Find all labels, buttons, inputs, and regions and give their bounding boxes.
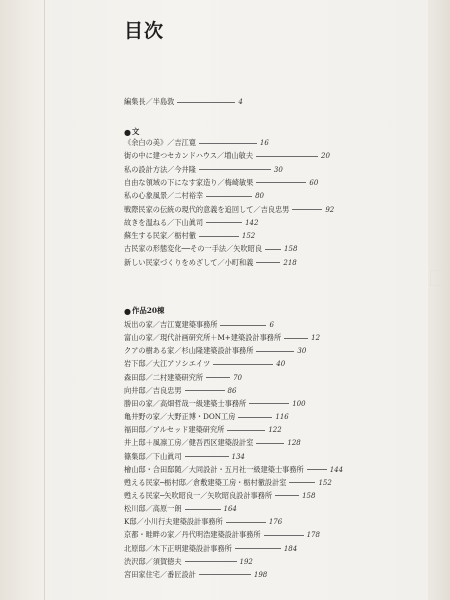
section-label: 文 <box>131 127 140 136</box>
toc-entry-page: 30 <box>297 347 307 356</box>
leader-line <box>264 535 304 536</box>
toc-entry <box>124 543 297 555</box>
toc-entry-title: 街の中に建つセカンドハウス／増山敏夫 <box>124 151 254 161</box>
leader-line <box>185 390 225 391</box>
leader-line <box>199 169 271 170</box>
section-heading-works <box>124 305 164 317</box>
leader-line <box>256 443 284 444</box>
toc-entry-title: 自由な領域の下になす家造り／梅崎敏果 <box>124 177 254 187</box>
toc-entry <box>124 464 343 476</box>
toc-entry-title: 《余白の美》／吉江寛 <box>124 138 196 147</box>
toc-entry-page: 198 <box>253 570 268 579</box>
toc-entry-page: 116 <box>275 413 289 422</box>
toc-entry-page: 16 <box>259 139 269 147</box>
leader-line <box>307 469 327 470</box>
toc-entry-page: 218 <box>283 258 297 267</box>
toc-entry-title: 宮田家住宅／番匠設計 <box>124 569 196 579</box>
toc-entry-title: 北原邸／木下正明建築設計事務所 <box>124 543 232 553</box>
toc-entry-page: 164 <box>223 505 237 514</box>
toc-entry <box>124 243 297 255</box>
toc-entry <box>124 477 332 489</box>
editor-page: 4 <box>238 98 243 106</box>
leader-line <box>206 196 252 197</box>
toc-entry-page: 70 <box>233 373 242 382</box>
toc-entry-page: 152 <box>318 478 332 487</box>
leader-line <box>249 403 289 404</box>
toc-entry-title: 京都・畦畔の家／丹代明浩建築設計事務所 <box>124 530 261 540</box>
binding-fold-line <box>44 0 45 600</box>
leader-line <box>256 351 294 352</box>
toc-entry-title: 井上邸＋風凛工房／健吾西区建築設計室 <box>124 438 254 448</box>
toc-entry <box>124 516 282 528</box>
toc-entry-title: 勝田の家／高畑哲哉一級建築士事務所 <box>124 398 247 408</box>
leader-line <box>206 377 230 378</box>
leader-line <box>265 249 281 250</box>
leader-line <box>185 561 237 562</box>
page-right-edge <box>428 0 450 600</box>
toc-entry <box>124 372 242 384</box>
toc-entry <box>124 257 297 269</box>
bullet-icon: ● <box>124 306 131 316</box>
toc-entry <box>124 398 306 410</box>
toc-entry <box>124 164 283 176</box>
toc-entry-page: 122 <box>268 426 282 435</box>
toc-entry-title: 甦える民家─矢吹昭良一／矢吹昭良設計事務所 <box>124 490 273 500</box>
toc-entry-title: 故きを温ねる／下山眞司 <box>124 217 204 227</box>
leader-line <box>238 417 272 418</box>
leader-line <box>292 209 322 210</box>
toc-entry-page: 158 <box>284 245 298 254</box>
leader-line <box>220 325 266 326</box>
toc-entry-page: 6 <box>269 321 274 329</box>
toc-entry <box>124 411 289 423</box>
toc-entry-title: 私の心象風景／二村裕幸 <box>124 191 204 201</box>
toc-entry-title: 富山の家／現代計画研究所＋M+建築設計事務所 <box>124 333 282 343</box>
toc-entry-page: 30 <box>273 165 283 174</box>
toc-entry <box>124 556 253 568</box>
toc-entry-title: 新しい民家づくりをめざして／小町和義 <box>124 257 254 267</box>
toc-entry-page: 60 <box>309 178 319 187</box>
toc-entry <box>124 332 320 344</box>
leader-line <box>289 482 315 483</box>
toc-entry-page: 178 <box>306 531 320 540</box>
leader-line <box>284 338 308 339</box>
leader-line <box>275 495 299 496</box>
toc-entry <box>124 177 318 189</box>
toc-entry-title: 福田邸／アルセッド建築研究所 <box>124 425 225 435</box>
toc-entry <box>124 204 334 216</box>
toc-entry <box>124 569 267 581</box>
toc-entry <box>124 137 269 149</box>
toc-entry-page: 158 <box>302 491 316 500</box>
toc-entry <box>124 190 264 202</box>
leader-line <box>213 364 273 365</box>
toc-entry-title: 古民家の形態変化──その一手法／矢吹昭良 <box>124 244 263 254</box>
toc-entry-page: 176 <box>268 518 283 527</box>
toc-entry <box>124 217 258 229</box>
toc-entry-title: 亀井野の家／大野正博・DON工房 <box>124 412 236 422</box>
leader-line <box>185 509 221 510</box>
toc-entry-page: 80 <box>255 192 264 201</box>
leader-line <box>235 548 281 549</box>
toc-entry-title: 森田邸／二村建築研究所 <box>124 372 204 382</box>
toc-entry <box>124 451 245 463</box>
toc-entry-title: クアの樹ある家／杉山隆建築設計事務所 <box>124 346 254 356</box>
toc-entry-title: 岩下邸／大江アソシエイツ <box>124 359 211 369</box>
toc-entry <box>124 345 306 357</box>
toc-entry-title: K邸／小川行夫建築設計事務所 <box>124 517 223 527</box>
toc-entry-title: 甦える民家─栃村邸／倉敷建築工房・栃村徹設計室 <box>124 477 287 487</box>
leader-line <box>256 182 306 183</box>
toc-entry-title: 蘇生する民家／栃村徹 <box>124 231 196 241</box>
leader-line <box>227 430 265 431</box>
toc-entry-title: 檜山邸・合田邸随／大同設計・五月社一級建築士事務所 <box>124 464 304 474</box>
toc-entry-page: 144 <box>329 465 344 474</box>
toc-entry <box>124 319 274 331</box>
toc-entry-page: 134 <box>231 452 245 461</box>
toc-entry-title: 坂出の家／吉江寛建築事務所 <box>124 320 218 329</box>
toc-entry <box>124 230 255 242</box>
show-through-mark <box>430 270 446 286</box>
toc-entry-title: 私の設計方法／今井隆 <box>124 164 196 174</box>
leader-line <box>226 522 266 523</box>
toc-entry <box>124 503 237 515</box>
toc-entry-page: 86 <box>227 386 237 395</box>
toc-entry-title: 渋沢邸／須賀徳夫 <box>124 556 182 566</box>
toc-entry <box>124 424 282 436</box>
toc-entry-page: 20 <box>321 152 330 161</box>
toc-entry <box>124 358 285 370</box>
toc-entry-page: 100 <box>292 399 306 408</box>
toc-entry-page: 128 <box>287 439 301 448</box>
leader-line <box>177 102 235 103</box>
toc-entry <box>124 529 320 541</box>
toc-entry-page: 40 <box>276 360 286 369</box>
toc-entry <box>124 150 330 162</box>
toc-entry-page: 142 <box>245 218 259 227</box>
toc-entry-title: 戦際民家の伝統の現代的意義を追回して／吉良忠男 <box>124 204 290 214</box>
editor-line <box>124 96 243 108</box>
bullet-icon: ● <box>124 127 131 137</box>
toc-entry-page: 92 <box>325 205 335 214</box>
leader-line <box>206 222 242 223</box>
leader-line <box>199 143 257 144</box>
leader-line <box>256 156 318 157</box>
leader-line <box>199 574 251 575</box>
leader-line <box>256 262 280 263</box>
leader-line <box>185 456 229 457</box>
toc-entry-title: 篠集邸／下山眞司 <box>124 451 182 461</box>
toc-entry-page: 152 <box>241 232 256 241</box>
toc-entry-title: 向井邸／吉良忠男 <box>124 385 182 395</box>
toc-entry-title: 松川邸／高原一朗 <box>124 504 182 514</box>
toc-entry-page: 192 <box>239 557 253 566</box>
toc-entry-page: 184 <box>283 544 298 553</box>
page-title: 目次 <box>124 20 165 42</box>
toc-entry <box>124 437 301 449</box>
leader-line <box>199 236 239 237</box>
editor-text: 編集長／半島敦 <box>124 97 175 106</box>
section-label: 作品20棟 <box>131 306 165 315</box>
toc-entry <box>124 385 236 397</box>
toc-entry-page: 12 <box>311 334 321 343</box>
toc-entry <box>124 490 315 502</box>
